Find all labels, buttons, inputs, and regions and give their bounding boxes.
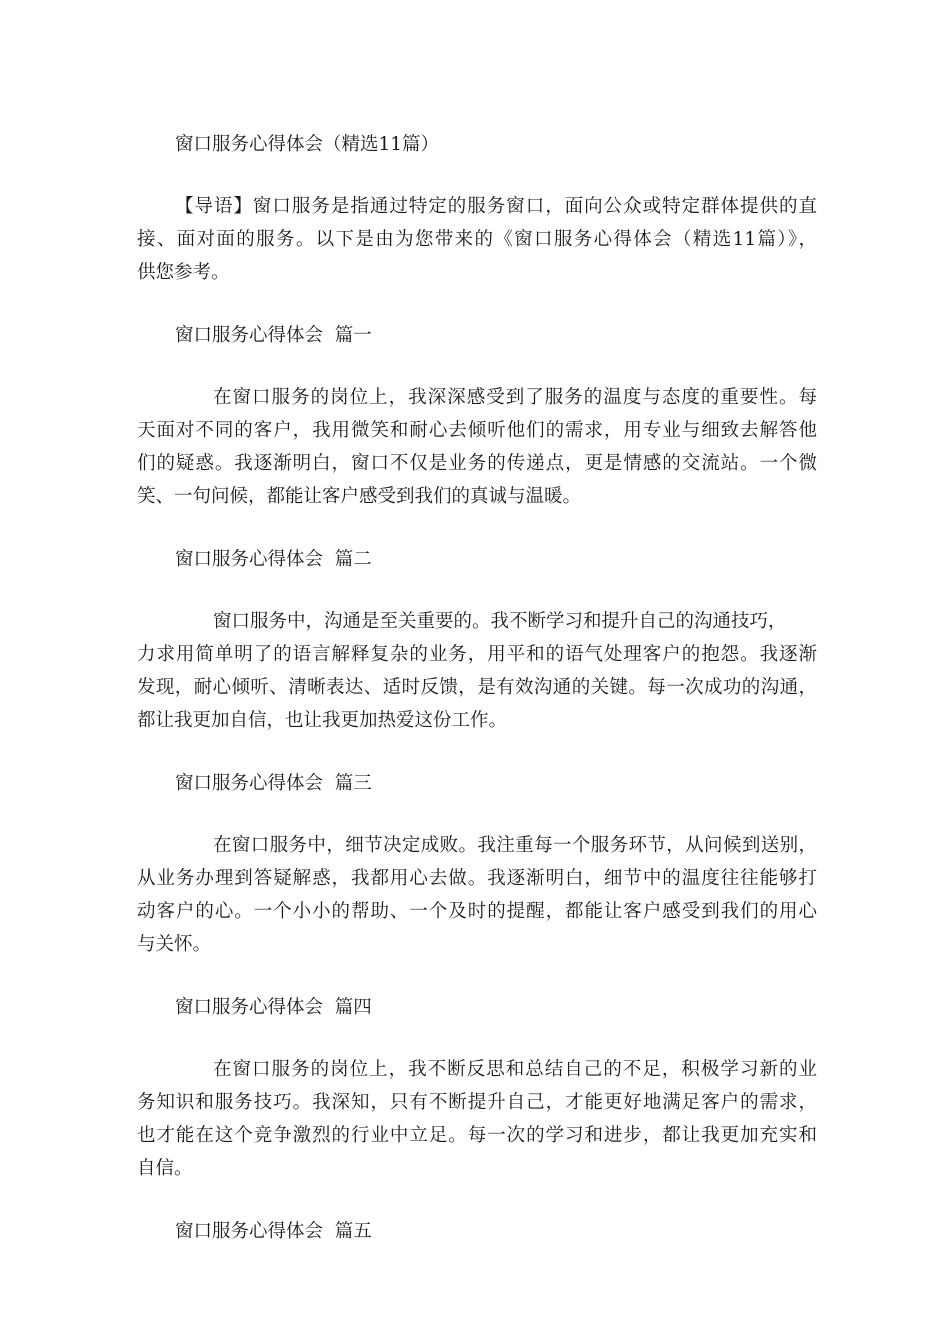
paragraph-line: 都让我更加自信，也让我更加热爱这份工作。 bbox=[137, 710, 508, 731]
section-heading: 窗口服务心得体会 篇一 bbox=[175, 325, 372, 346]
paragraph-line: 在窗口服务的岗位上，我不断反思和总结自己的不足，积极学习新的业 bbox=[213, 1059, 817, 1080]
paragraph-line: 们的疑惑。我逐渐明白，窗口不仅是业务的传递点，更是情感的交流站。一个微 bbox=[137, 453, 817, 474]
paragraph-line: 也才能在这个竞争激烈的行业中立足。每一次的学习和进步，都让我更加充实和 bbox=[137, 1125, 817, 1146]
intro-line: 供您参考。 bbox=[137, 262, 230, 283]
section-heading: 窗口服务心得体会 篇四 bbox=[175, 997, 372, 1018]
paragraph-line: 天面对不同的客户，我用微笑和耐心去倾听他们的需求，用专业与细致去解答他 bbox=[137, 420, 817, 441]
intro-line: 接、面对面的服务。以下是由为您带来的《窗口服务心得体会（精选11篇）》， bbox=[137, 229, 817, 250]
section-paragraph bbox=[137, 829, 817, 961]
section-paragraph bbox=[137, 381, 817, 513]
paragraph-line: 发现，耐心倾听、清晰表达、适时反馈，是有效沟通的关键。每一次成功的沟通， bbox=[137, 677, 817, 698]
paragraph-line: 务知识和服务技巧。我深知，只有不断提升自己，才能更好地满足客户的需求， bbox=[137, 1092, 817, 1113]
paragraph-line: 从业务办理到答疑解惑，我都用心去做。我逐渐明白，细节中的温度往往能够打 bbox=[137, 868, 817, 889]
paragraph-line: 自信。 bbox=[137, 1158, 193, 1179]
intro-line: 【导语】窗口服务是指通过特定的服务窗口，面向公众或特定群体提供的直 bbox=[175, 196, 817, 217]
document-title: 窗口服务心得体会（精选11篇） bbox=[175, 134, 440, 155]
section-heading: 窗口服务心得体会 篇三 bbox=[175, 773, 372, 794]
section-heading: 窗口服务心得体会 篇二 bbox=[175, 549, 372, 570]
intro-paragraph bbox=[137, 190, 817, 289]
section-paragraph bbox=[137, 605, 817, 737]
paragraph-line: 在窗口服务中，细节决定成败。我注重每一个服务环节，从问候到送别， bbox=[213, 835, 817, 856]
paragraph-line: 动客户的心。一个小小的帮助、一个及时的提醒，都能让客户感受到我们的用心 bbox=[137, 901, 817, 922]
paragraph-line: 在窗口服务的岗位上，我深深感受到了服务的温度与态度的重要性。每 bbox=[213, 387, 817, 408]
document-page bbox=[137, 128, 817, 1248]
paragraph-line: 与关怀。 bbox=[137, 934, 212, 955]
section-paragraph bbox=[137, 1053, 817, 1185]
paragraph-line: 力求用简单明了的语言解释复杂的业务，用平和的语气处理客户的抱怨。我逐渐 bbox=[137, 644, 817, 665]
paragraph-line: 窗口服务中，沟通是至关重要的。我不断学习和提升自己的沟通技巧， bbox=[213, 611, 787, 632]
section-heading: 窗口服务心得体会 篇五 bbox=[175, 1221, 372, 1242]
paragraph-line: 笑、一句问候，都能让客户感受到我们的真诚与温暖。 bbox=[137, 486, 582, 507]
